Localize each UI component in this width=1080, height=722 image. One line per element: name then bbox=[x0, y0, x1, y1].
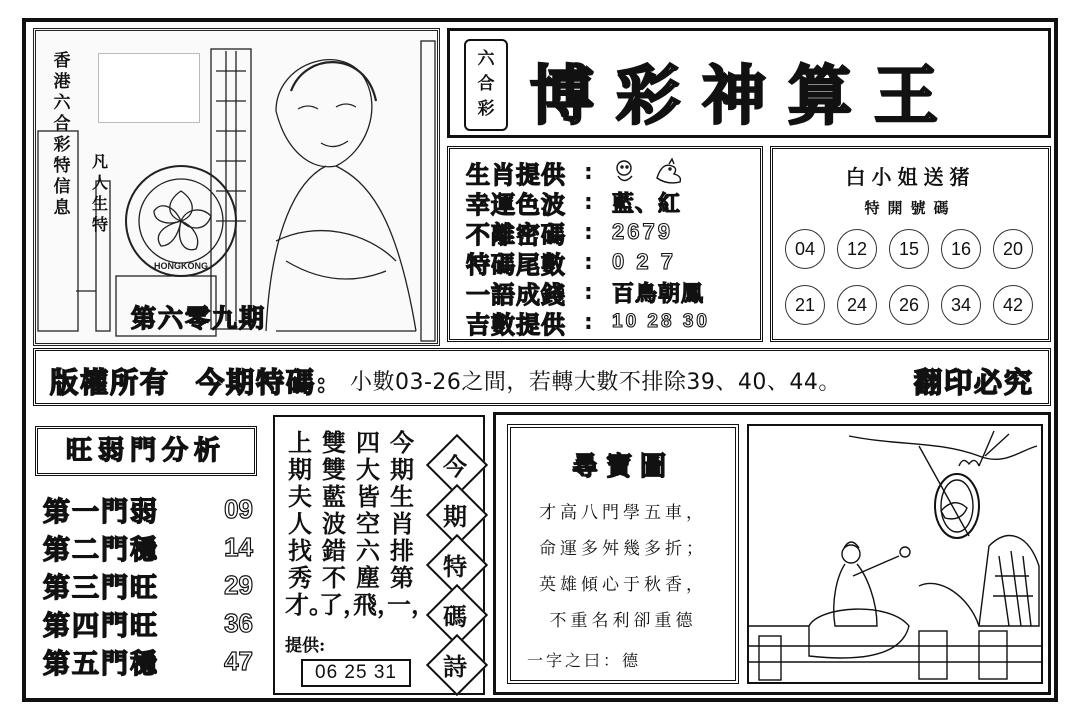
door-label: 第三門旺 bbox=[43, 572, 159, 604]
number-ball: 12 bbox=[837, 229, 877, 269]
poem-column: 上期夫人找秀才。 bbox=[285, 428, 333, 619]
poem-column: 四大皆空六塵飛， bbox=[353, 428, 401, 619]
title-sub-char: 彩 bbox=[477, 99, 495, 119]
lady-garden-illustration bbox=[749, 426, 1041, 682]
cover-photo-panel bbox=[33, 28, 440, 346]
door-label: 第四門旺 bbox=[43, 610, 159, 642]
poem-tag-char: 特 bbox=[443, 552, 467, 581]
special-code-poem-panel bbox=[273, 415, 485, 695]
numbers-title: 白小姐送猪 bbox=[845, 165, 976, 189]
number-ball: 34 bbox=[941, 285, 981, 325]
monkey-rooster-icon bbox=[612, 158, 692, 186]
title-sub-char: 合 bbox=[477, 74, 495, 94]
photo-blank-area bbox=[98, 53, 200, 123]
issue-number: 第六零九期 bbox=[131, 304, 267, 333]
door-analysis-panel bbox=[33, 412, 265, 694]
number-ball: 15 bbox=[889, 229, 929, 269]
photo-vertical-title: 香港六合彩特信息 bbox=[53, 51, 71, 218]
info-value: 2679 bbox=[612, 219, 673, 244]
info-row: 一語成錢 : 百鳥朝鳳 bbox=[466, 277, 704, 307]
door-value: 29 bbox=[224, 569, 253, 600]
treasure-map-panel bbox=[507, 424, 739, 684]
door-value: 14 bbox=[224, 531, 253, 562]
door-label: 第二門穩 bbox=[43, 534, 159, 566]
info-value: 10 28 30 bbox=[612, 311, 710, 332]
number-ball: 04 bbox=[785, 229, 825, 269]
number-ball: 21 bbox=[785, 285, 825, 325]
info-value: 藍、紅 bbox=[612, 190, 682, 217]
special-code-text: 小數03-26之間，若轉大數不排除39、40、44。 bbox=[350, 370, 841, 395]
info-row: 不離密碼 : 2679 bbox=[466, 217, 673, 247]
door-value: 36 bbox=[224, 607, 253, 638]
title-box bbox=[447, 28, 1051, 138]
info-label: 吉數提供 bbox=[466, 309, 566, 339]
info-label: 幸運色波 bbox=[466, 189, 566, 219]
treasure-line: 才高八門學五車， bbox=[539, 503, 707, 523]
poem-tag-char: 期 bbox=[443, 502, 467, 531]
treasure-footer: 一字之曰：德 bbox=[527, 651, 642, 670]
door-value: 09 bbox=[224, 493, 253, 524]
special-code-banner bbox=[33, 348, 1051, 406]
info-label: 特碼尾數 bbox=[466, 249, 566, 279]
info-row: 特碼尾數 : 0 2 7 bbox=[466, 247, 676, 277]
main-title: 博彩神算王 bbox=[530, 59, 960, 134]
door-row bbox=[43, 644, 253, 678]
number-ball: 26 bbox=[889, 285, 929, 325]
poem-tag-char: 今 bbox=[443, 452, 467, 481]
title-sub-badge bbox=[464, 39, 508, 131]
special-code-label: 今期特碼: bbox=[196, 366, 329, 399]
numbers-subtitle: 特開號碼 bbox=[864, 199, 957, 217]
treasure-line: 英雄傾心于秋香， bbox=[539, 575, 707, 595]
info-value: 0 2 7 bbox=[612, 249, 676, 274]
info-value: 百鳥朝鳳 bbox=[612, 280, 705, 307]
poem-column: 雙雙藍波錯不了， bbox=[319, 428, 367, 619]
treasure-line: 命運多舛幾多折； bbox=[539, 539, 707, 559]
door-value: 47 bbox=[224, 645, 253, 676]
poem-tag-char: 碼 bbox=[443, 602, 467, 631]
treasure-title: 尋寶圖 bbox=[571, 452, 674, 482]
info-label: 生肖提供 bbox=[466, 159, 566, 189]
door-row bbox=[43, 606, 253, 640]
info-row: 吉數提供 : 10 28 30 bbox=[466, 307, 710, 337]
provide-label: 提供: bbox=[285, 636, 326, 656]
door-label: 第五門穩 bbox=[43, 648, 159, 680]
photo-vertical-subtitle: 凡人生特 bbox=[91, 152, 108, 234]
treasure-line: 不重名利卻重德 bbox=[549, 611, 697, 631]
reprint-warning: 翻印必究 bbox=[913, 366, 1034, 399]
number-ball: 20 bbox=[993, 229, 1033, 269]
door-analysis-title: 旺弱門分析 bbox=[35, 426, 257, 476]
emblem-label: HONGKONG bbox=[154, 261, 208, 271]
scene-illustration bbox=[747, 424, 1043, 684]
copyright-label: 版權所有 bbox=[50, 366, 171, 399]
info-row: 生肖提供 : bbox=[466, 157, 692, 187]
number-ball: 24 bbox=[837, 285, 877, 325]
door-label: 第一門弱 bbox=[43, 496, 159, 528]
poem-column: 今期生肖排第一， bbox=[387, 428, 435, 619]
provide-numbers: 06 25 31 bbox=[301, 659, 411, 687]
poem-tag-char: 詩 bbox=[443, 652, 467, 681]
number-ball: 42 bbox=[993, 285, 1033, 325]
title-sub-char: 六 bbox=[477, 49, 495, 69]
info-panel bbox=[447, 146, 763, 342]
info-row: 幸運色波 : 藍、紅 bbox=[466, 187, 681, 217]
special-numbers-panel bbox=[770, 146, 1051, 342]
info-label: 不離密碼 bbox=[466, 219, 566, 249]
door-row bbox=[43, 492, 253, 526]
number-ball: 16 bbox=[941, 229, 981, 269]
door-row bbox=[43, 568, 253, 602]
door-row bbox=[43, 530, 253, 564]
info-label: 一語成錢 bbox=[466, 279, 566, 309]
